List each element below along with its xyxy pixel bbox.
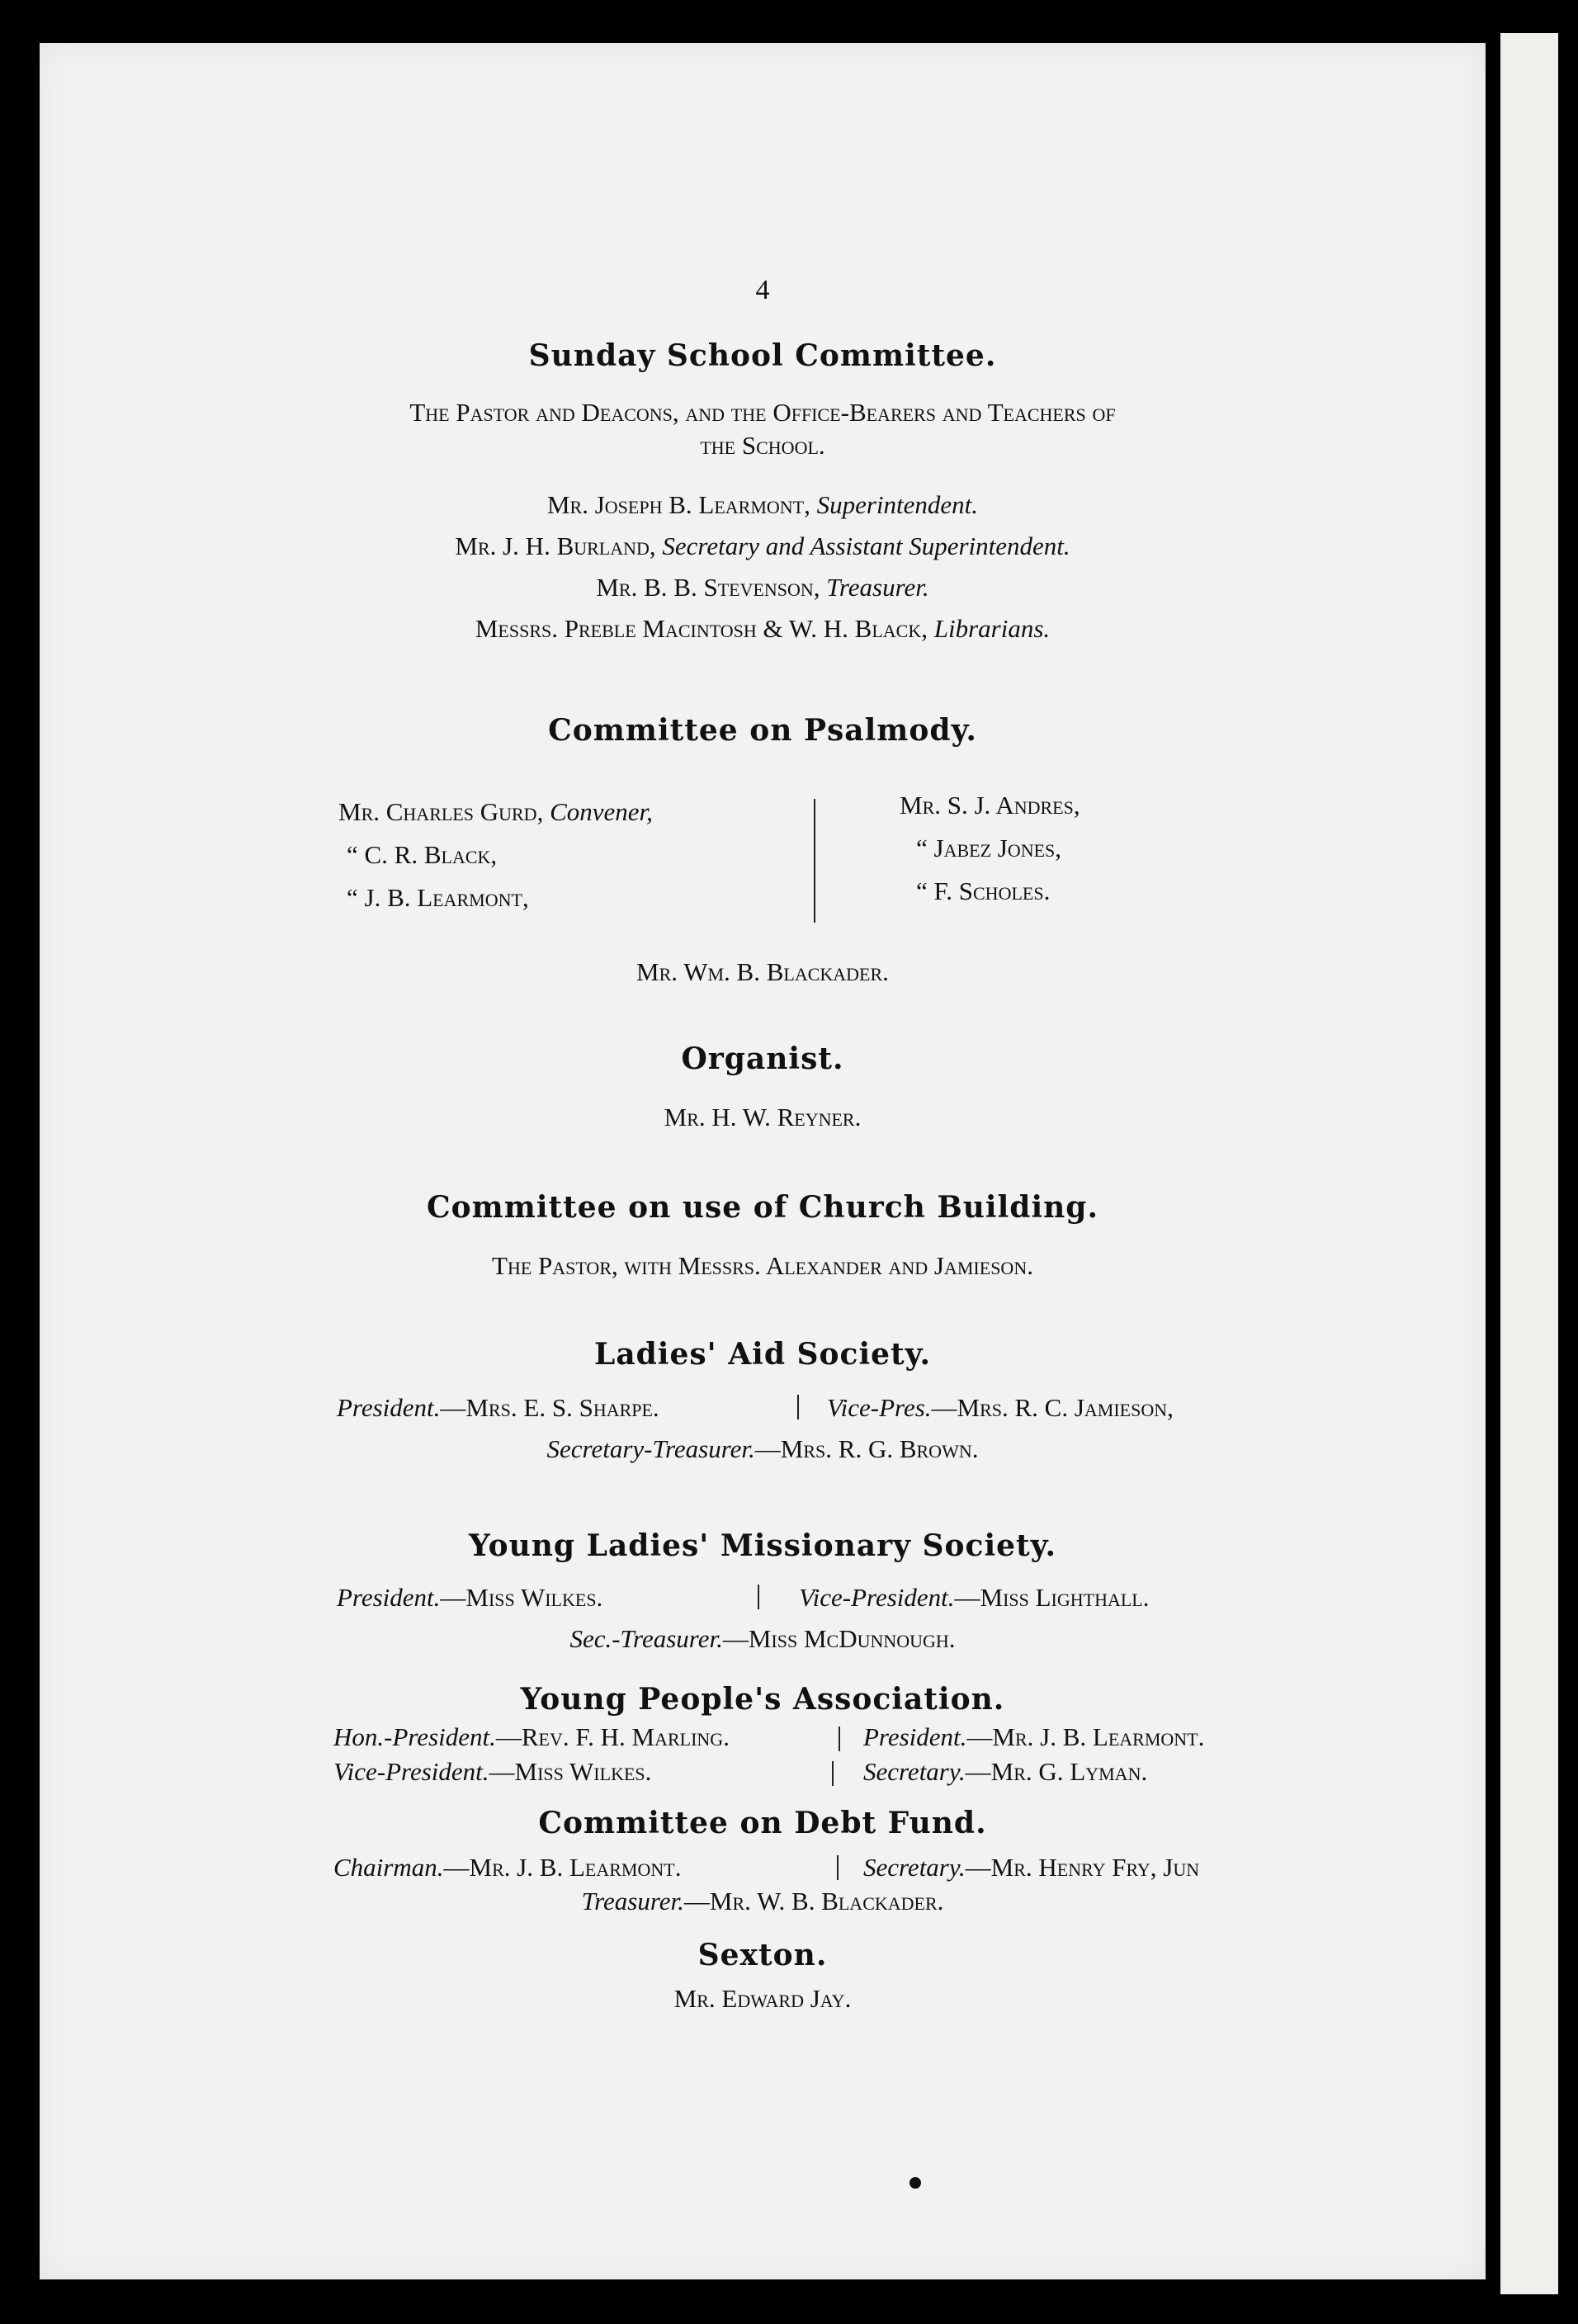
treasurer-line [40, 571, 1486, 604]
debt-fund-chairman: Chairman.—Mr. J. B. Learmont. [333, 1853, 682, 1882]
debt-fund-treasurer: Treasurer.—Mr. W. B. Blackader. [581, 1887, 944, 1915]
column-divider [839, 1726, 840, 1751]
young-people-left: Hon.-President.—Rev. F. H. Marling. Vice-President.—Miss Wilkes. [333, 1722, 730, 1786]
superintendent-role: Superintendent. [816, 490, 979, 519]
secretary-name: Mr. J. H. Burland, [455, 531, 656, 560]
psalmody-right-column [900, 784, 1080, 913]
young-people-right: President.—Mr. J. B. Learmont. Secretary.—Mr. G. Lyman. [863, 1722, 1205, 1786]
debt-fund-secretary: Secretary.—Mr. Henry Fry, Jun [863, 1853, 1200, 1882]
adjacent-page-edge [1500, 33, 1558, 2294]
page-number: 4 [755, 275, 770, 305]
ladies-aid-sectreas: Secretary-Treasurer.—Mrs. R. G. Brown. [546, 1434, 979, 1463]
document-page [40, 43, 1486, 2279]
debt-fund-heading: Committee on Debt Fund. [538, 1806, 987, 1840]
psalmody-member: Mr. S. J. Andres, [900, 791, 1080, 820]
psalmody-member: “ C. R. Black, [347, 840, 498, 869]
column-divider [832, 1761, 834, 1786]
church-building-heading: Committee on use of Church Building. [426, 1190, 1099, 1225]
sexton-name: Mr. Edward Jay. [673, 1984, 852, 2013]
ladies-aid-vice: Vice-Pres.—Mrs. R. C. Jamieson, [827, 1393, 1174, 1422]
librarians-line [40, 612, 1486, 645]
young-ladies-vice: Vice-President.—Miss Lighthall. [799, 1583, 1150, 1612]
convener-role: Convener, [550, 797, 653, 826]
organist-heading: Organist. [681, 1042, 844, 1076]
psalmody-heading: Committee on Psalmody. [548, 713, 977, 748]
young-ladies-sectreas: Sec.-Treasurer.—Miss McDunnough. [569, 1624, 956, 1653]
librarians-name: Messrs. Preble Macintosh & W. H. Black, [475, 614, 928, 643]
ink-speck [909, 2177, 921, 2189]
church-building-members: The Pastor, with Messrs. Alexander and Jamieson. [492, 1251, 1033, 1280]
psalmody-member: “ J. B. Learmont, [347, 883, 529, 912]
secretary-line [40, 530, 1486, 563]
sunday-school-heading: Sunday School Committee. [528, 338, 997, 373]
sexton-heading: Sexton. [697, 1938, 828, 1972]
psalmody-left-column [338, 791, 653, 919]
young-people-heading: Young People's Association. [520, 1682, 1005, 1717]
sunday-school-intro-line1: The Pastor and Deacons, and the Office-Bearers and Teachers of [409, 398, 1116, 427]
young-ladies-heading: Young Ladies' Missionary Society. [469, 1528, 1056, 1563]
ladies-aid-president: President.—Mrs. E. S. Sharpe. [337, 1393, 659, 1422]
young-ladies-president: President.—Miss Wilkes. [337, 1583, 603, 1612]
column-divider [797, 1395, 799, 1419]
psalmody-member: “ Jabez Jones, [916, 834, 1062, 862]
ladies-aid-heading: Ladies' Aid Society. [594, 1337, 931, 1372]
psalmody-member: “ F. Scholes. [916, 876, 1051, 905]
sunday-school-intro-line2: the School. [700, 431, 825, 460]
librarians-role: Librarians. [933, 614, 1051, 643]
column-divider [758, 1585, 759, 1609]
superintendent-line [40, 489, 1486, 522]
treasurer-name: Mr. B. B. Stevenson, [596, 573, 820, 602]
psalmody-bottom-member: Mr. Wm. B. Blackader. [636, 957, 889, 986]
secretary-role: Secretary and Assistant Superintendent. [662, 531, 1070, 560]
treasurer-role: Treasurer. [826, 573, 929, 602]
psalmody-member: Mr. Charles Gurd, Convener, [338, 797, 653, 826]
column-divider [814, 799, 815, 923]
superintendent-name: Mr. Joseph B. Learmont, [546, 490, 810, 519]
organist-name: Mr. H. W. Reyner. [664, 1103, 862, 1131]
column-divider [837, 1855, 839, 1880]
